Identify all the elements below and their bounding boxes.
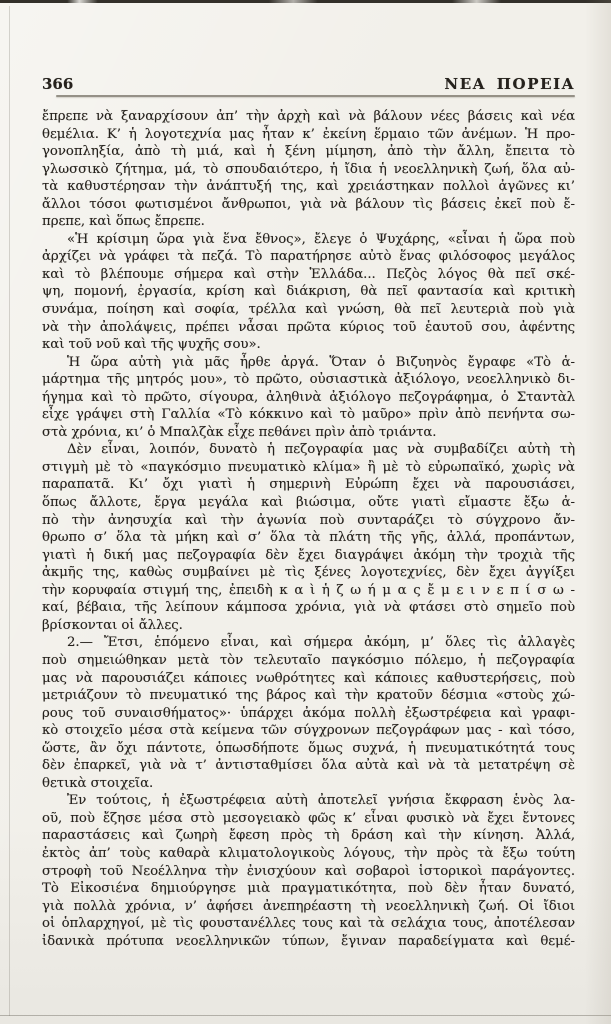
text-line: συνάμα, ποίηση καὶ σοφία, τρέλλα καὶ γνώση, θὰ πεῖ λευτεριὰ ποὺ γιὰ	[42, 302, 575, 318]
text-line: «Ἡ κρίσιμη ὥρα γιὰ ἕνα ἔθνος», ἔλεγε ὁ Ψυχάρης, «εἶναι ἡ ὥρα ποὺ	[67, 231, 575, 247]
text-line: ὥστε, ἂν ὄχι πάντοτε, ὁπωσδήποτε ὅμως συχνά, ἡ πνευματικότητά τους	[42, 740, 575, 756]
text-line: γιὰ πολλὰ χρόνια, ν’ ἀφήσει ἀνεπηρέαστη τὴ νεοελληνικὴ ζωή. Οἱ ἴδιοι	[42, 898, 575, 914]
text-line: ἐκτὸς ἀπ’ τοὺς καθαρὰ κλιματολογικοὺς λόγους, τὴν πρὸς τὰ ἔξω τούτη	[42, 845, 575, 861]
scan-edge-top	[0, 0, 611, 3]
header-rule	[56, 95, 575, 97]
text-line: γλωσσικὸ ζήτημα, μά, τὸ σπουδαιότερο, ἡ ἴδια ἡ νεοελληνικὴ ζωή, ὅλα αὐ-	[42, 161, 575, 177]
text-line: μάρτημα τῆς μητρός μου», τὸ πρῶτο, οὐσιαστικὰ ἀξιόλογο, νεοελληνικὸ δι-	[42, 372, 575, 388]
journal-title: ΝΕΑ ΠΟΡΕΙΑ	[444, 75, 575, 93]
text-line: δὲν ἐπαρκεῖ, γιὰ νὰ τ’ ἀντισταθμίσει ὅλα αὐτὰ καὶ νὰ τὰ μετατρέψη σὲ	[42, 758, 575, 774]
text-line: ήγημα καὶ τὸ πρῶτο, σίγουρα, ἀληθινὰ ἀξιόλογο πεζογράφημα, ὁ Σταντὰλ	[42, 389, 575, 405]
text-line: παραστάσεις καὶ ζωηρὴ ἔφεση πρὸς τὴ δράση καὶ τὴν κίνηση. Ἀλλά,	[42, 828, 575, 844]
scan-edge-left	[9, 6, 10, 1016]
text-line: ὅπως ἄλλοτε, ἔργα μεγάλα καὶ βιώσιμα, οὔτε γιατὶ εἴμαστε ἔξω ἀ-	[42, 495, 575, 511]
text-line: στὰ χρόνια, κι’ ὁ Μπαλζὰκ εἶχε πεθάνει πρὶν ἀπὸ τριάντα.	[42, 424, 437, 440]
text-line: θρωπο σ’ ὅλα τὰ μήκη καὶ σ’ ὅλα τὰ πλάτη τῆς γῆς, ἀλλά, προπάντων,	[42, 530, 575, 546]
text-line: θεμέλια. Κ’ ἡ λογοτεχνία μας ἦταν κ’ ἐκείνη ἕρμαιο τῶν ἀνέμων. Ἡ προ-	[42, 126, 575, 142]
text-line: στροφὴ τοῦ Νεοέλληνα τὴν ἐνισχύουν καὶ σοβαροὶ ἱστορικοὶ παράγοντες.	[42, 863, 575, 879]
text-line: στιγμὴ μὲ τὸ «παγκόσμιο πνευματικὸ κλίμα» ἢ μὲ τὸ εὐρωπαϊκό, χωρὶς νὰ	[42, 459, 575, 475]
text-line: ποὺ σημειώθηκαν μετὰ τὸν τελευταῖο παγκόσμιο πόλεμο, ἡ πεζογραφία	[42, 652, 575, 668]
text-line: ἀρχίζει νὰ γράφει τὰ πεζά. Τὸ παρατήρησε αὐτὸ ἕνας φιλόσοφος μεγάλος	[42, 249, 575, 265]
text-line: εἶχε γράψει στὴ Γαλλία «Τὸ κόκκινο καὶ τὸ μαῦρο» πρὶν ἀπὸ πενήντα σω-	[42, 407, 575, 423]
text-line: Τὸ Εἰκοσιένα δημιούργησε μιὰ πραγματικότητα, ποὺ δὲν ἦταν δυνατό,	[42, 881, 575, 897]
text-line: μας νὰ παρουσιάζει κάποιες νωθρότητες καὶ κάποιες καθυστερήσεις, ποὺ	[42, 670, 575, 686]
text-line: μετριάζουν τὸ πνευματικό της βάρος καὶ τὴν κρατοῦν δέσμια «στοὺς χώ-	[42, 688, 575, 704]
scan-edge-right-shade	[585, 0, 611, 1024]
text-line: τὴν κορυφαία στιγμή της, ἐπειδὴ κ α ὶ ἡ ζ ω ή μ α ς ἔ μ ε ι ν ε π ί σ ω -	[42, 582, 575, 598]
text-line: Δὲν εἶναι, λοιπόν, δυνατὸ ἡ πεζογραφία μας νὰ συμβαδίζει αὐτὴ τὴ	[67, 442, 575, 458]
text-line: πρεπε, καὶ ὅπως ἔπρεπε.	[42, 214, 205, 230]
scan-edge-bottom	[0, 1015, 611, 1016]
text-line: κὸ στοιχεῖο μέσα στὰ κείμενα τῶν σύγχρονων πεζογράφων μας - καὶ τόσο,	[42, 723, 575, 739]
text-line: πὸ τὴν ἀνησυχία καὶ τὴν ἀγωνία ποὺ συνταράζει τὸ σύγχρονο ἄν-	[42, 512, 575, 528]
text-line: καὶ τοῦ νοῦ καὶ τῆς ψυχῆς σου».	[42, 337, 261, 353]
running-head	[42, 75, 575, 93]
page-number: 366	[42, 75, 74, 93]
text-line: Ἐν τούτοις, ἡ ἐξωστρέφεια αὐτὴ ἀποτελεῖ γνήσια ἔκφραση ἑνὸς λα-	[67, 793, 575, 809]
body-text	[42, 108, 575, 950]
text-line: οἱ ὁπλαρχηγοί, μὲ τὶς φουστανέλλες τους καὶ τὰ σελάχια τους, ἀποτέλεσαν	[42, 916, 575, 932]
text-line: ἄλλοι τόσοι φωτισμένοι ἄνθρωποι, γιὰ νὰ βάλουν τὶς βάσεις ἐκεῖ ποὺ ἔ-	[42, 196, 575, 212]
text-line: ρους τοῦ συναισθήματος»· ὑπάρχει ἀκόμα πολλὴ ἐξωστρέφεια καὶ γραφι-	[42, 705, 575, 721]
text-line: ἀκμῆς της, καθὼς συμβαίνει μὲ τὶς ξένες λογοτεχνίες, δὲν ἔχει ἀγγίξει	[42, 565, 575, 581]
text-line: καὶ τὸ βλέπουμε σήμερα καὶ στὴν Ἑλλάδα... Πεζὸς λόγος θὰ πεῖ σκέ-	[42, 266, 575, 282]
text-line: θετικὰ στοιχεῖα.	[42, 775, 154, 791]
text-line: οῦ, ποὺ ἔζησε μέσα στὸ μεσογειακὸ φῶς κ’ εἶναι φυσικὸ νὰ ἔχει ἔντονες	[42, 810, 575, 826]
text-line: καί, βέβαια, τῆς λείπουν κάμποσα χρόνια, γιὰ νὰ φτάσει στὸ σημεῖο ποὺ	[42, 600, 575, 616]
text-line: τὰ καθυστέρησαν τὴν ἀνάπτυξή της, καὶ χρειάστηκαν πολλοὶ ἀγῶνες κι’	[42, 179, 575, 195]
text-line: γιατὶ ἡ δική μας πεζογραφία δὲν ἔχει διαγράψει ἀκόμη τὴν τροχιὰ τῆς	[42, 547, 575, 563]
text-line: γονοπληξία, ἀπὸ τὴ μιά, καὶ ἡ ξένη μίμηση, ἀπὸ τὴν ἄλλη, ἔπειτα τὸ	[42, 144, 575, 160]
text-line: βρίσκονται οἱ ἄλλες.	[42, 617, 183, 633]
text-line: Ἡ ὥρα αὐτὴ γιὰ μᾶς ἦρθε ἀργά. Ὅταν ὁ Βιζυηνὸς ἔγραφε «Τὸ ἁ-	[67, 354, 575, 370]
text-line: 2.— Ἔτσι, ἑπόμενο εἶναι, καὶ σήμερα ἀκόμη, μ’ ὅλες τὶς ἀλλαγὲς	[67, 635, 575, 651]
text-line: ἔπρεπε νὰ ξαναρχίσουν ἀπ’ τὴν ἀρχὴ καὶ νὰ βάλουν νέες βάσεις καὶ νέα	[42, 109, 575, 124]
text-line: ψη, πομονή, ἐργασία, κρίση καὶ διάκριση, θὰ πεῖ φαντασία καὶ κριτικὴ	[42, 284, 575, 300]
text-line: παραπατᾶ. Κι’ ὄχι γιατὶ ἡ σημερινὴ Εὐρώπη ἔχει νὰ παρουσιάσει,	[42, 477, 575, 493]
text-line: νὰ τὴν ἀπολάψεις, πρέπει νἆσαι πρῶτα κύριος τοῦ ἑαυτοῦ σου, ἀφέντης	[42, 319, 575, 335]
text-line: ἰδανικὰ πρότυπα νεοελληνικῶν τύπων, ἔγιναν παραδείγματα καὶ θεμέ-	[42, 933, 575, 949]
